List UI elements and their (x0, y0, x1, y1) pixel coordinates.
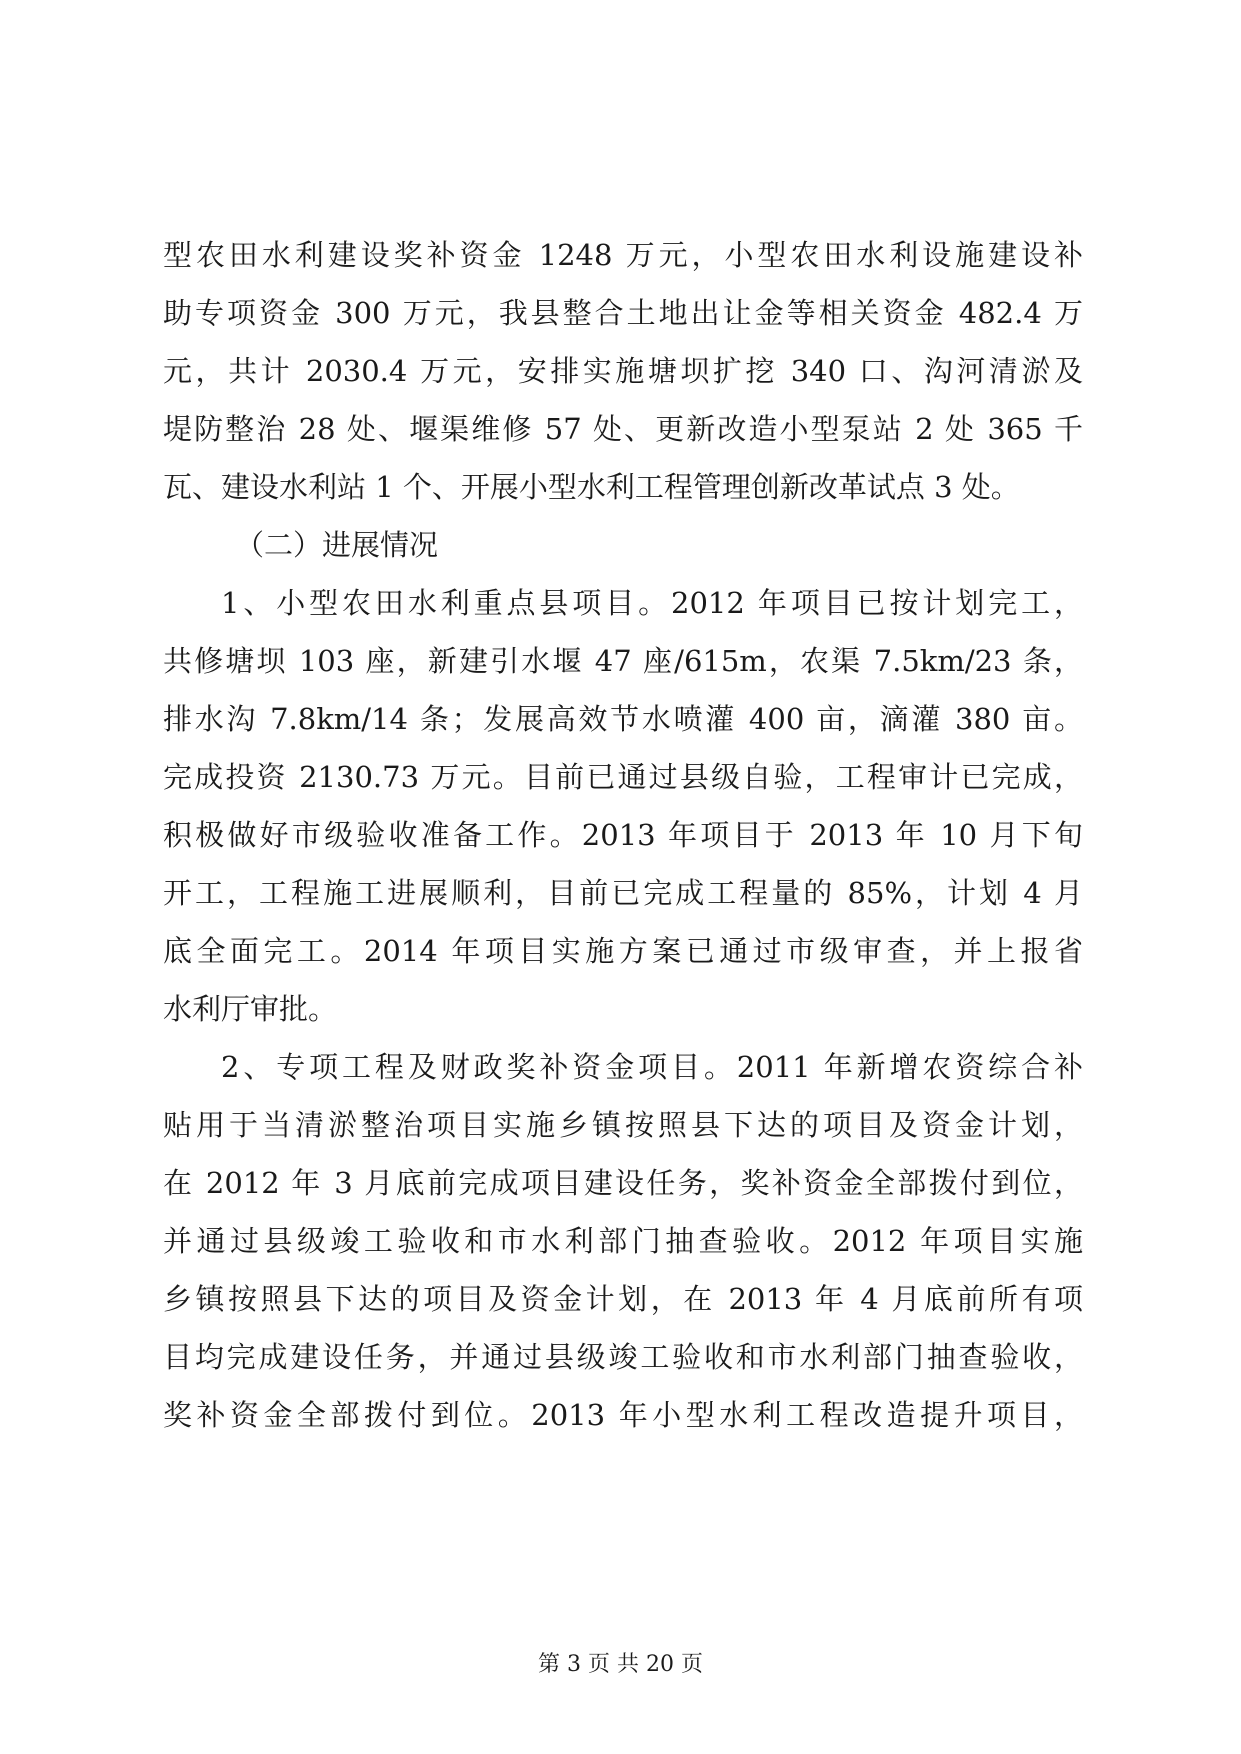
page-indicator: 第 3 页 共 20 页 (538, 1652, 703, 1677)
body-line: 开工，工程施工进展顺利，目前已完成工程量的 85%，计划 4 月 (163, 876, 1083, 910)
body-line: 目均完成建设任务，并通过县级竣工验收和市水利部门抽查验收， (163, 1340, 1083, 1374)
body-line: 型农田水利建设奖补资金 1248 万元，小型农田水利设施建设补 (163, 238, 1083, 272)
body-line: 堤防整治 28 处、堰渠维修 57 处、更新改造小型泵站 2 处 365 千 (163, 412, 1083, 446)
body-line: 助专项资金 300 万元，我县整合土地出让金等相关资金 482.4 万 (163, 296, 1083, 330)
body-line: 1、小型农田水利重点县项目。2012 年项目已按计划完工， (221, 586, 1083, 620)
body-line: 底全面完工。2014 年项目实施方案已通过市级审查，并上报省 (163, 934, 1083, 968)
body-line: 2、专项工程及财政奖补资金项目。2011 年新增农资综合补 (221, 1050, 1083, 1084)
body-line: 元，共计 2030.4 万元，安排实施塘坝扩挖 340 口、沟河清淤及 (163, 354, 1083, 388)
body-line: 排水沟 7.8km/14 条；发展高效节水喷灌 400 亩，滴灌 380 亩。 (163, 702, 1083, 736)
body-line: 共修塘坝 103 座，新建引水堰 47 座/615m，农渠 7.5km/23 条， (163, 644, 1083, 678)
body-line: 完成投资 2130.73 万元。目前已通过县级自验，工程审计已完成， (163, 760, 1083, 794)
body-line: 水利厅审批。 (163, 992, 338, 1026)
body-line: 在 2012 年 3 月底前完成项目建设任务，奖补资金全部拨付到位， (163, 1166, 1083, 1200)
body-line: 奖补资金全部拨付到位。2013 年小型水利工程改造提升项目， (163, 1398, 1083, 1432)
body-line: 积极做好市级验收准备工作。2013 年项目于 2013 年 10 月下旬 (163, 818, 1083, 852)
body-line: 瓦、建设水利站 1 个、开展小型水利工程管理创新改革试点 3 处。 (163, 470, 1020, 504)
body-line: 并通过县级竣工验收和市水利部门抽查验收。2012 年项目实施 (163, 1224, 1083, 1258)
body-line: 乡镇按照县下达的项目及资金计划，在 2013 年 4 月底前所有项 (163, 1282, 1083, 1316)
page-footer (0, 1650, 1241, 1680)
body-line: 贴用于当清淤整治项目实施乡镇按照县下达的项目及资金计划， (163, 1108, 1083, 1142)
document-body (163, 226, 1083, 1444)
section-heading: （二）进展情况 (235, 528, 439, 562)
